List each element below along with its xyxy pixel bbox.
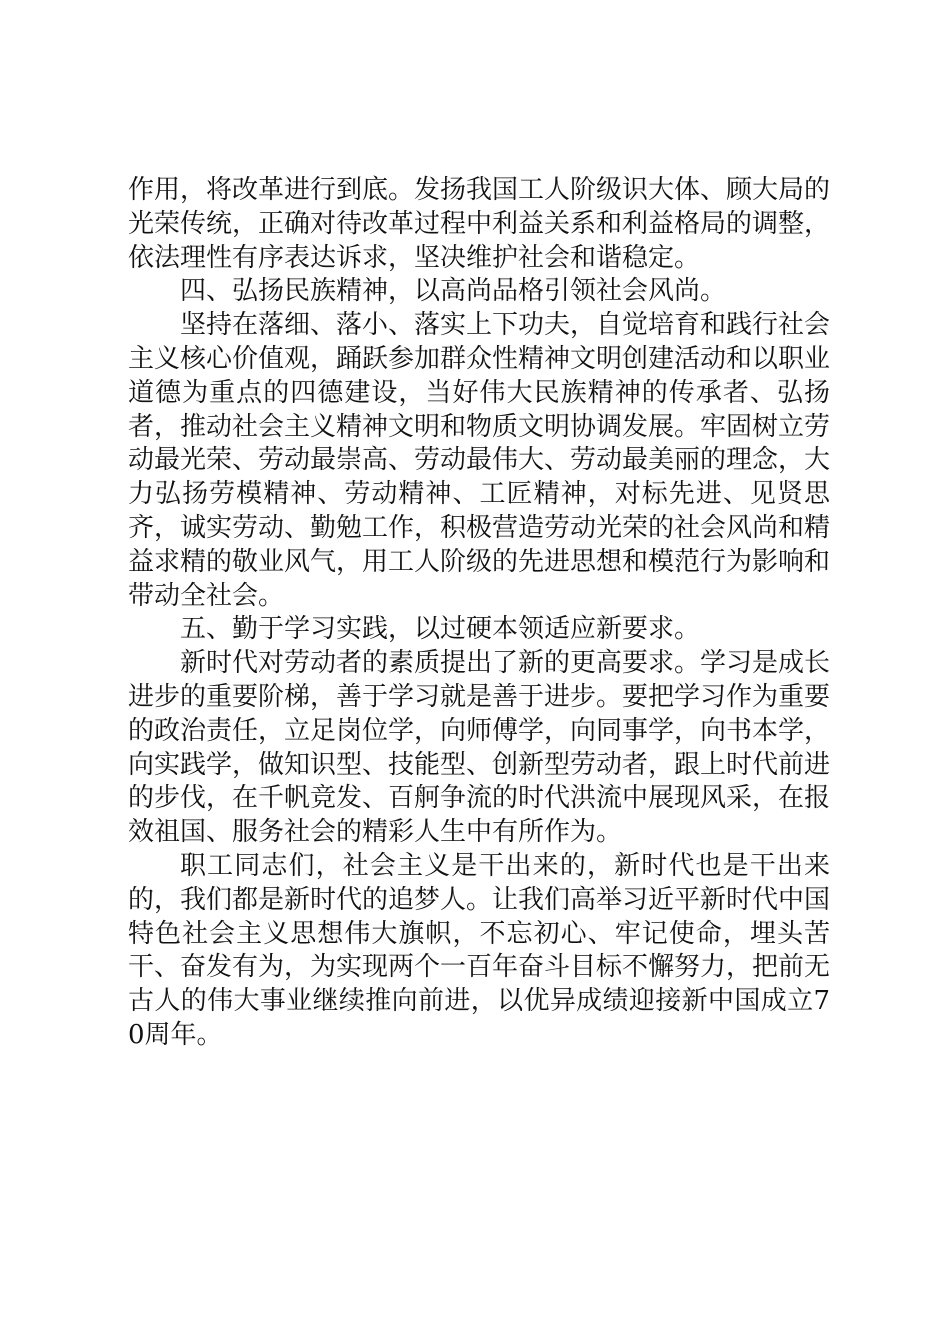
section-heading-four: 四、弘扬民族精神，以高尚品格引领社会风尚。	[180, 276, 727, 307]
paragraph-continuation: 作用，将改革进行到底。发扬我国工人阶级识大体、顾大局的光荣传统，正确对待改革过程中利益关系和利益格局的调整，依法理性有序表达诉求，坚决维护社会和谐稳定。	[128, 175, 831, 273]
document-page	[128, 174, 830, 1053]
section-heading-five: 五、勤于学习实践，以过硬本领适应新要求。	[180, 614, 701, 645]
paragraph-body: 坚持在落细、落小、落实上下功夫，自觉培育和践行社会主义核心价值观，踊跃参加群众性精神文明创建活动和以职业道德为重点的四德建设，当好伟大民族精神的传承者、弘扬者，推动社会主义精神文明和物质文明协调发展。牢固树立劳动最光荣、劳动最崇高、劳动最伟大、劳动最美丽的理念，大力弘扬劳模精神、劳动精神、工匠精神，对标先进、见贤思齐，诚实劳动、勤勉工作，积极营造劳动光荣的社会风尚和精益求精的敬业风气，用工人阶级的先进思想和模范行为影响和带动全社会。	[128, 310, 831, 611]
paragraph-body: 新时代对劳动者的素质提出了新的更高要求。学习是成长进步的重要阶梯，善于学习就是善于进步。要把学习作为重要的政治责任，立足岗位学，向师傅学，向同事学，向书本学，向实践学，做知识型、技能型、创新型劳动者，跟上时代前进的步伐，在千帆竞发、百舸争流的时代洪流中展现风采，在报效祖国、服务社会的精彩人生中有所作为。	[128, 648, 831, 848]
paragraph-closing: 职工同志们，社会主义是干出来的，新时代也是干出来的，我们都是新时代的追梦人。让我们高举习近平新时代中国特色社会主义思想伟大旗帜，不忘初心、牢记使命，埋头苦干、奋发有为，为实现两个一百年奋斗目标不懈努力，把前无古人的伟大事业继续推向前进，以优异成绩迎接新中国成立70周年。	[128, 850, 831, 1050]
